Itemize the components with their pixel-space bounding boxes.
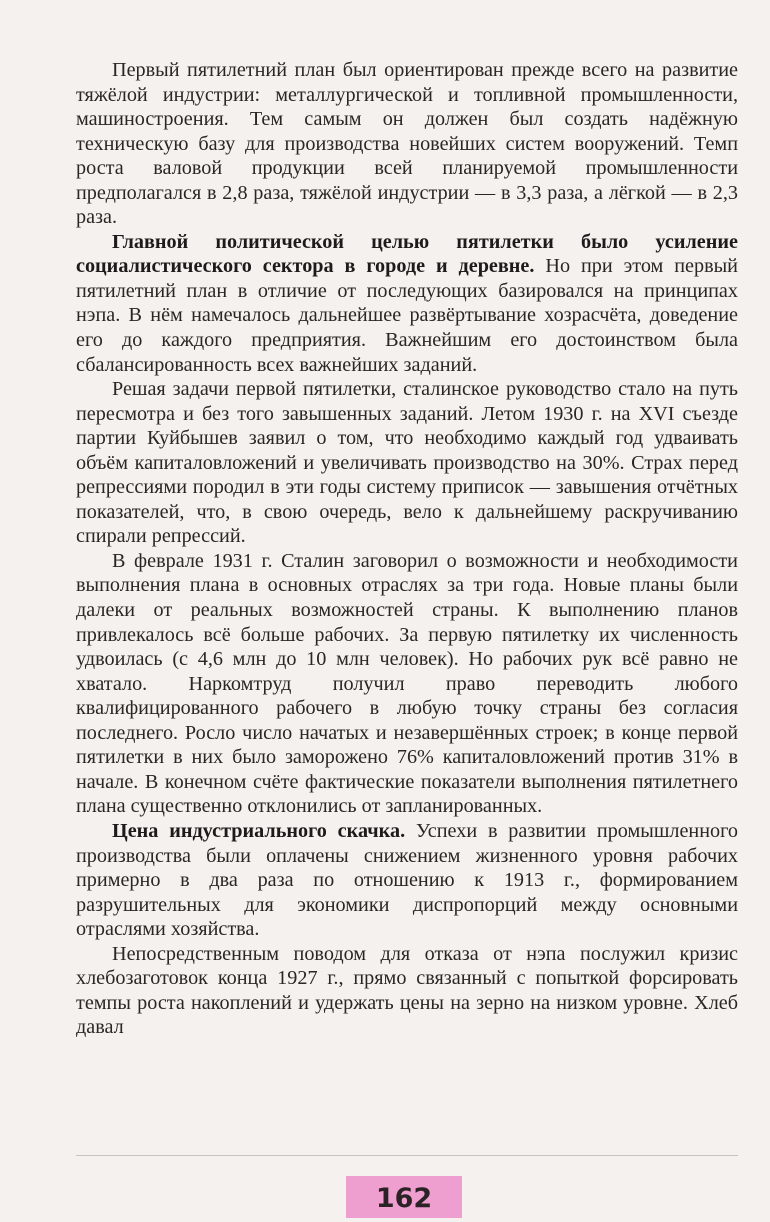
paragraph-3 xyxy=(76,377,738,549)
paragraph-3-text: Решая задачи первой пятилетки, сталинское руководство стало на путь пересмотра и без того завышенных заданий. Летом 1930 г. на XVI съезде партии Куйбышев заявил о том, что необходимо каждый год удваивать объём капиталовложений и увеличивать производство на 30%. Страх перед репрессиями породил в эти годы систему приписок — завышения отчётных показателей, что, в свою очередь, вело к дальнейшему раскручиванию спирали репрессий. xyxy=(76,378,738,548)
paragraph-6 xyxy=(76,942,738,1040)
paragraph-5-text: Успехи в развитии промышленного производства были оплачены снижением жизненного уровня рабочих примерно в два раза по отношению к 1913 г., формированием разрушительных для экономики диспропорций между основными отраслями хозяйства. xyxy=(76,819,738,941)
paragraph-2-heading: Главной политической целью пятилетки было усиление социалистического сектора в городе и деревне. xyxy=(76,230,738,278)
footer-divider xyxy=(76,1155,738,1156)
paragraph-5-heading: Цена индустриального скачка. xyxy=(112,819,406,842)
paragraph-6-text: Непосредственным поводом для отказа от нэпа послужил кризис хлебозаготовок конца 1927 г., прямо связанный с попыткой форсировать темпы роста накоплений и удержать цены на зерно на низком уровне. Хлеб давал xyxy=(76,942,738,1039)
paragraph-4 xyxy=(76,549,738,819)
paragraph-1-text: Первый пятилетний план был ориентирован прежде всего на развитие тяжёлой индустрии: металлургической и топливной промышленности, машиностроения. Тем самым он должен был создать надёжную техническую базу для производства новейших систем вооружений. Темп роста валовой продукции всей планируемой промышленности предполагался в 2,8 раза, тяжёлой индустрии — в 3,3 раза, а лёгкой — в 2,3 раза. xyxy=(76,59,738,229)
paragraph-2-text: Но при этом первый пятилетний план в отличие от последующих базировался на принципах нэпа. В нём намечалось дальнейшее развёртывание хозрасчёта, доведение его до каждого предприятия. Важнейшим его достоинством была сбалансированность всех важнейших заданий. xyxy=(76,255,738,376)
paragraph-4-text: В феврале 1931 г. Сталин заговорил о возможности и необходимости выполнения плана в основных отраслях за три года. Новые планы были далеки от реальных возможностей страны. К выполнению планов привлекалось всё больше рабочих. За первую пятилетку их численность удвоилась (с 4,6 млн до 10 млн человек). Но рабочих рук всё равно не хватало. Наркомтруд получил право переводить любого квалифицированного рабочего в любую точку страны без согласия последнего. Росло число начатых и незавершённых строек; в конце первой пятилетки в них было заморожено 76% капиталовложений против 31% в начале. В конечном счёте фактические показатели выполнения пятилетнего плана существенно отклонились от запланированных. xyxy=(76,549,738,818)
paragraph-2 xyxy=(76,230,738,377)
page-number: 162 xyxy=(346,1176,462,1218)
paragraph-1 xyxy=(76,58,738,230)
body-text xyxy=(76,58,738,1040)
paragraph-5 xyxy=(76,819,738,942)
